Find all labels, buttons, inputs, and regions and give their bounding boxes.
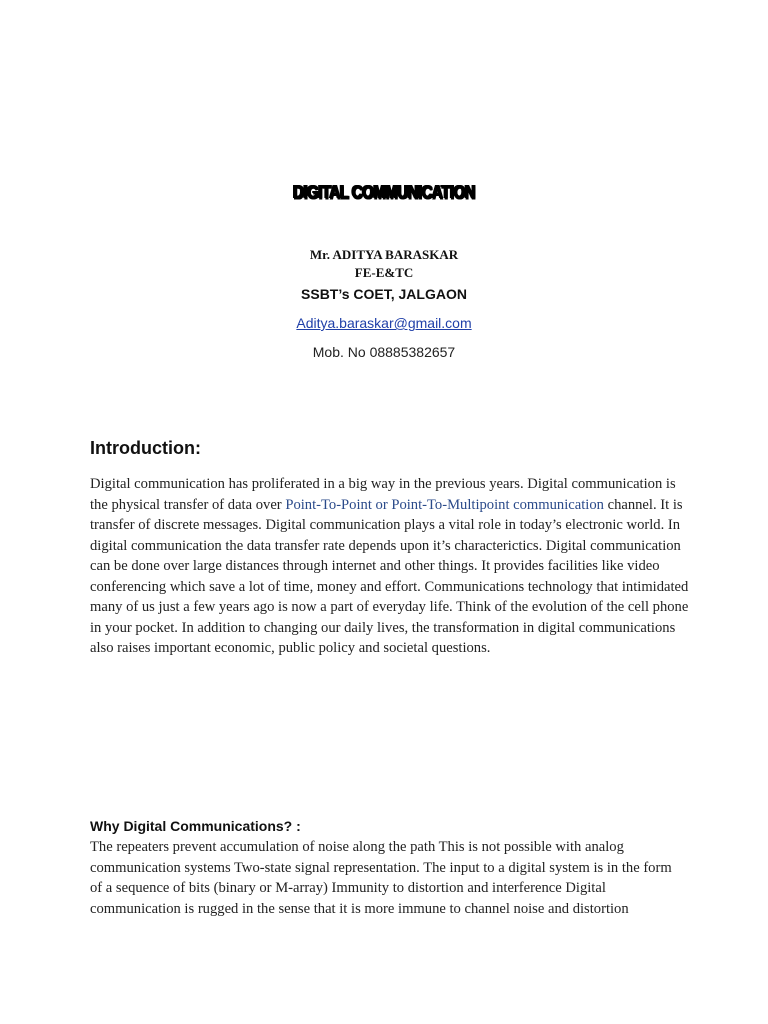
author-name: Mr. ADITYA BARASKAR	[309, 247, 459, 262]
point-to-point-link[interactable]: Point-To-Point or Point-To-Multipoint communication	[285, 496, 604, 513]
author-mobile: Mob. No 08885382657	[312, 344, 456, 360]
introduction-text-part1: Digital communication has proliferated in a big way in the previous years. Digital communication is the physical transfer of data over	[90, 476, 676, 513]
author-department: FE-E&TC	[354, 265, 414, 280]
why-digital-paragraph: The repeaters prevent accumulation of noise along the path This is not possible with analog communication systems Two-state signal representation. The input to a digital system is in the form of a sequence of bits (binary or M-array) Immunity to distortion and interference Digital communication is rugged in the sense that it is more immune to channel noise and distortion	[90, 839, 672, 917]
introduction-text-part2: channel. It is transfer of discrete messages. Digital communication plays a vital role in today’s electronic world. In digital communication the data transfer rate depends upon it’s characterictics. Digital communication can be done over large distances through internet and other things. It provides facilities like video conferencing which save a lot of time, money and effort. Communications technology that intimidated many of us just a few years ago is now a part of everyday life. Think of the evolution of the cell phone in your pocket. In addition to changing our daily lives, the transformation in digital communications also raises important economic, public policy and societal questions.	[90, 496, 689, 656]
author-block	[0, 246, 768, 362]
author-email-link[interactable]: Aditya.baraskar@gmail.com	[296, 315, 472, 331]
document-title-text: DIGITAL COMMUNICATION	[293, 181, 475, 204]
introduction-heading: Introduction:	[90, 438, 201, 458]
introduction-paragraph	[90, 474, 690, 659]
why-digital-heading: Why Digital Communications? :	[90, 818, 301, 834]
author-college: SSBT’s COET, JALGAON	[301, 286, 467, 302]
document-title	[0, 181, 768, 204]
